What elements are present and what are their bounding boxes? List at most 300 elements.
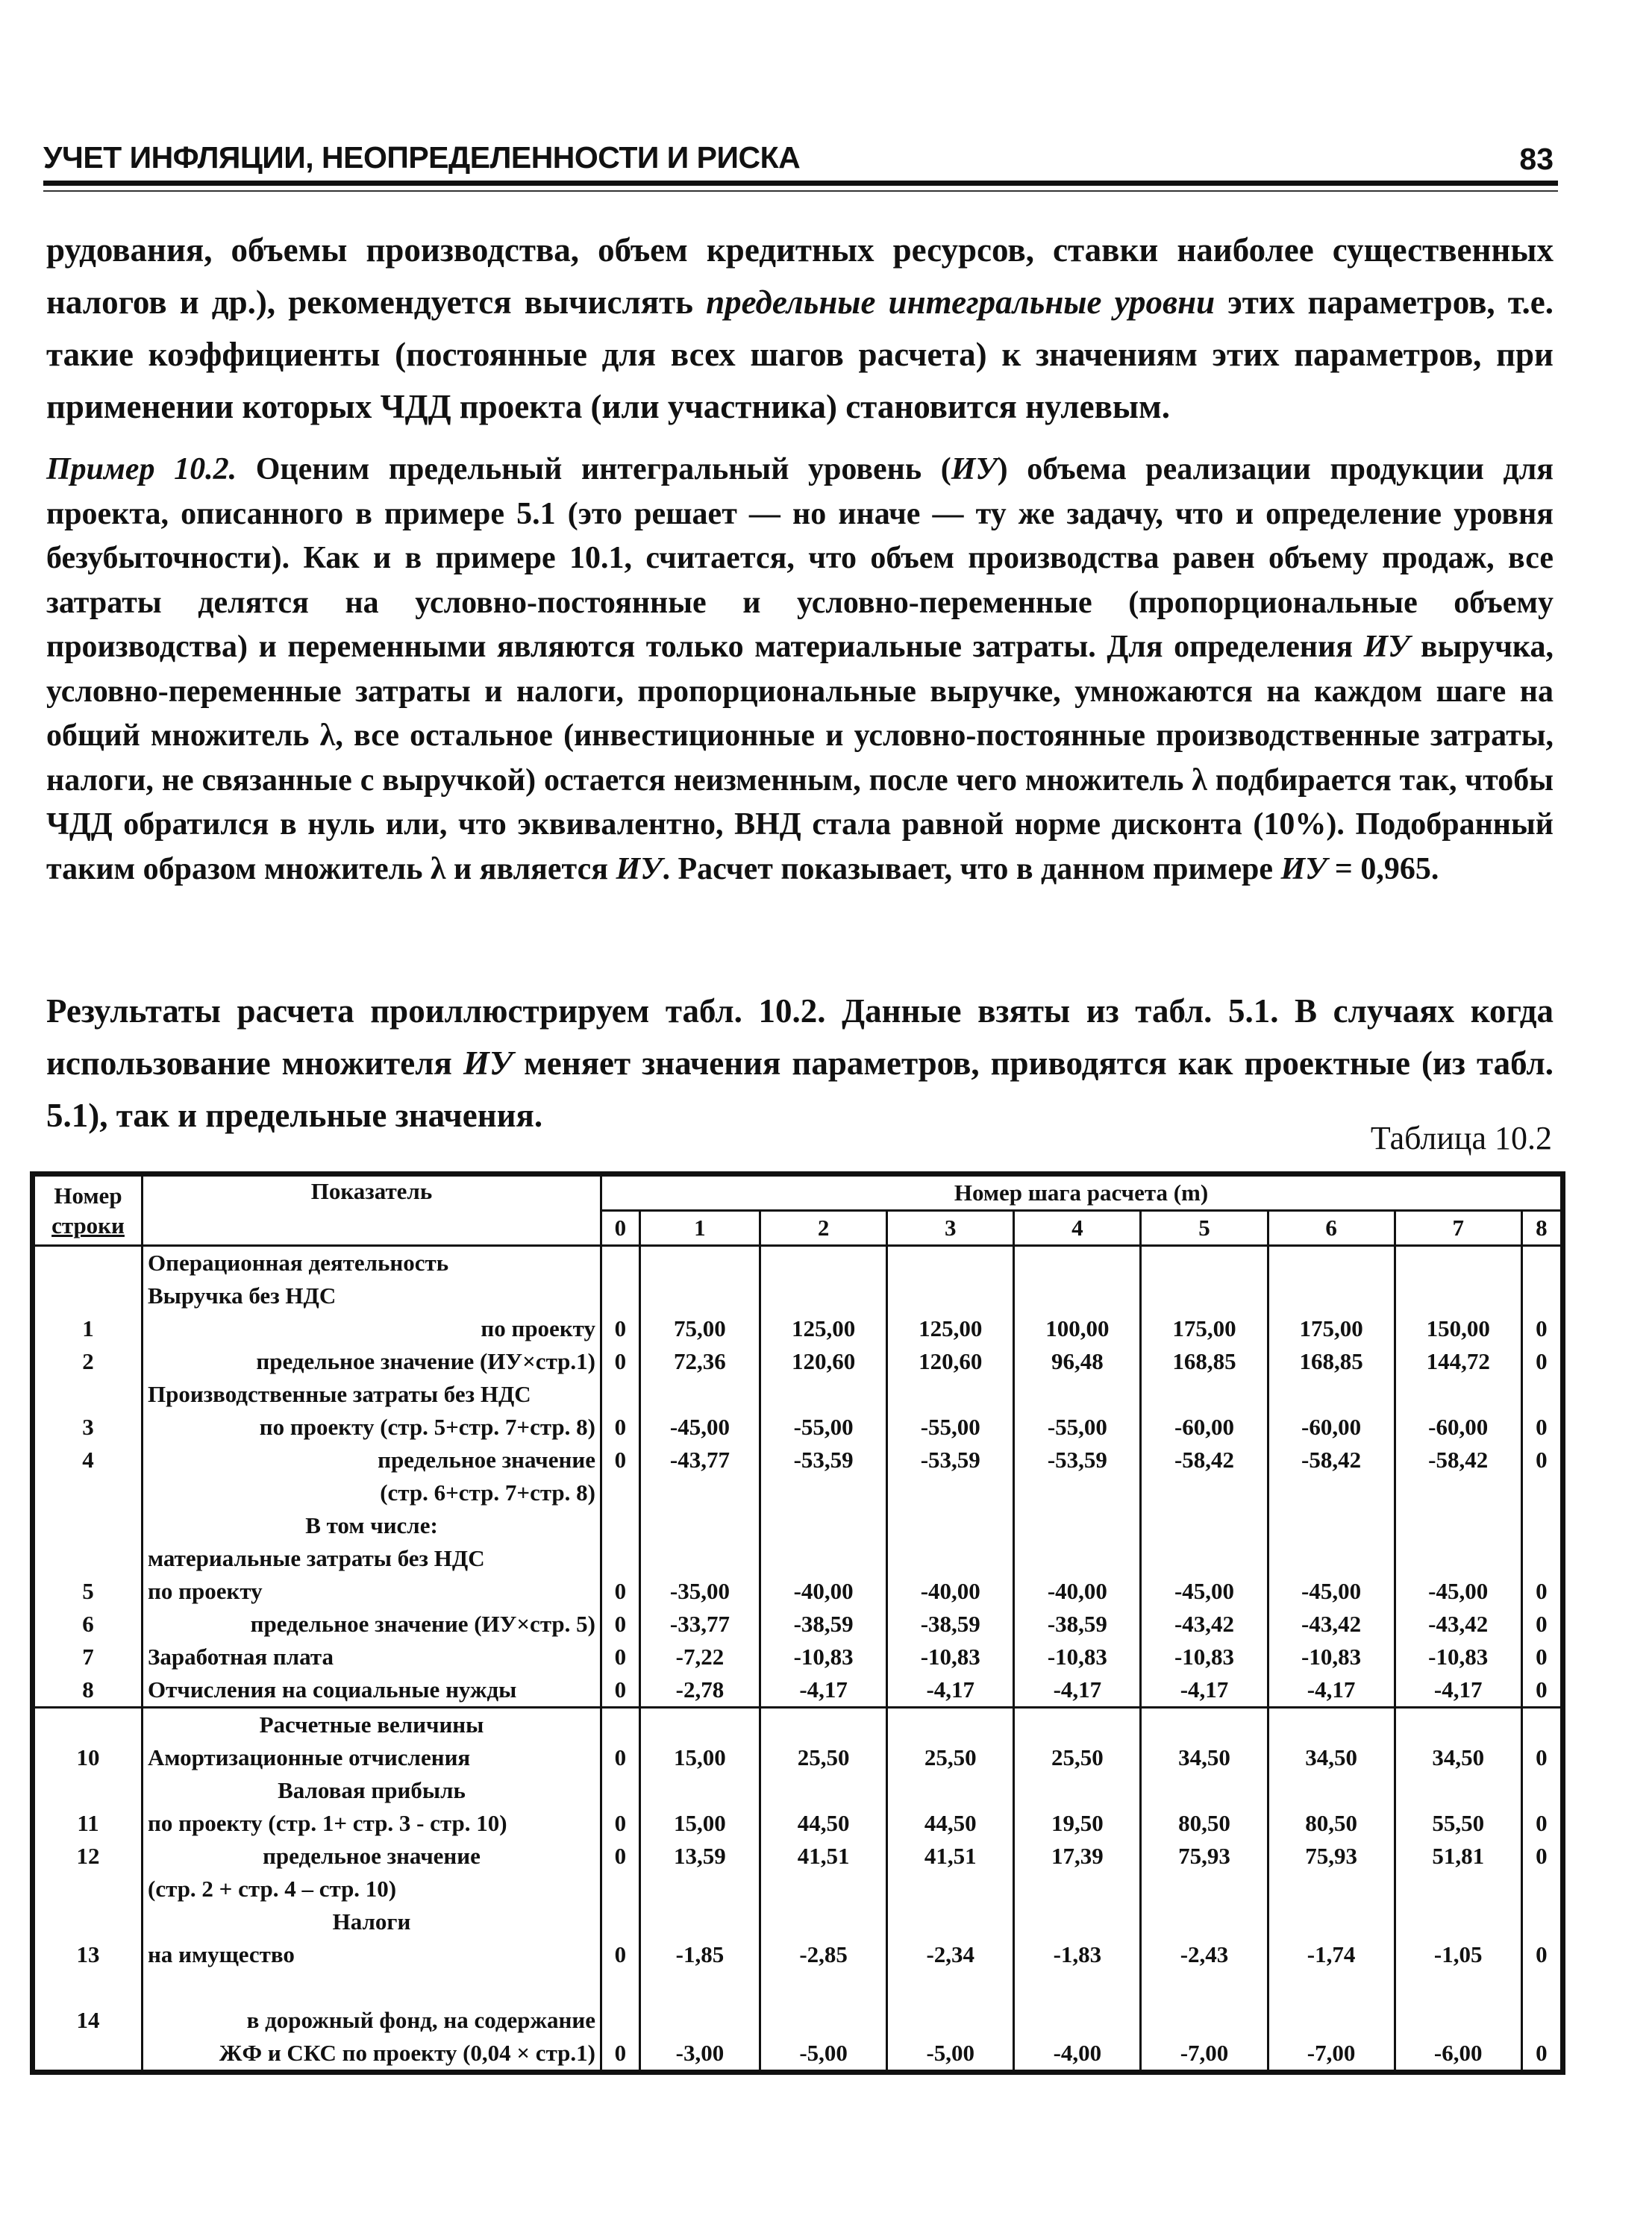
cell-step-1 (639, 1873, 760, 1905)
table-row (33, 1542, 1563, 1575)
row-label: по проекту (143, 1575, 601, 1608)
row-number: 10 (33, 1741, 143, 1774)
cell-step-0: 0 (601, 1938, 640, 1971)
cell-step-2 (760, 1280, 887, 1312)
cell-step-5: -58,42 (1141, 1444, 1268, 1476)
cell-step-7: -43,42 (1395, 1608, 1521, 1641)
cell-step-3 (887, 1873, 1014, 1905)
cell-step-6 (1268, 1542, 1395, 1575)
table-row (33, 1444, 1563, 1476)
cell-step-7 (1395, 1509, 1521, 1542)
cell-step-0 (601, 1509, 640, 1542)
cell-step-8: 0 (1521, 1840, 1562, 1873)
cell-step-7: -10,83 (1395, 1641, 1521, 1673)
cell-step-2: 41,51 (760, 1840, 887, 1873)
p3-text-b: меняет значения параметров, приводятся как проектные (из табл. 5.1), так и предельные значения. (46, 1045, 1554, 1134)
row-label: по проекту (стр. 5+стр. 7+стр. 8) (143, 1411, 601, 1444)
cell-step-4: -10,83 (1014, 1641, 1141, 1673)
cell-step-0: 0 (601, 1807, 640, 1840)
table-row (33, 1938, 1563, 1971)
header-row-number-line1: Номер (54, 1182, 122, 1209)
cell-step-2 (760, 1873, 887, 1905)
cell-step-4: 17,39 (1014, 1840, 1141, 1873)
cell-step-7 (1395, 1542, 1521, 1575)
cell-step-2: -53,59 (760, 1444, 887, 1476)
row-number: 14 (33, 2004, 143, 2037)
header-step-0: 0 (601, 1211, 640, 1246)
header-step-6: 6 (1268, 1211, 1395, 1246)
cell-step-6: -43,42 (1268, 1608, 1395, 1641)
row-number (33, 1378, 143, 1411)
cell-step-2: -5,00 (760, 2037, 887, 2073)
cell-step-8: 0 (1521, 1673, 1562, 1708)
cell-step-8 (1521, 1509, 1562, 1542)
cell-step-8: 0 (1521, 1641, 1562, 1673)
cell-step-6 (1268, 1905, 1395, 1938)
row-number (33, 1246, 143, 1280)
cell-step-4: 96,48 (1014, 1345, 1141, 1378)
cell-step-8: 0 (1521, 1807, 1562, 1840)
cell-step-8 (1521, 1774, 1562, 1807)
table-row (33, 1905, 1563, 1938)
cell-step-2 (760, 1774, 887, 1807)
header-step-1: 1 (639, 1211, 760, 1246)
cell-step-0: 0 (601, 1673, 640, 1708)
cell-step-5 (1141, 1509, 1268, 1542)
header-indicator: Показатель (143, 1174, 601, 1246)
row-label: на имущество (143, 1938, 601, 1971)
cell-step-0: 0 (601, 1444, 640, 1476)
table-body (33, 1174, 1563, 2073)
cell-step-3: -53,59 (887, 1444, 1014, 1476)
cell-step-6 (1268, 1280, 1395, 1312)
cell-step-1: -7,22 (639, 1641, 760, 1673)
cell-step-1 (639, 1971, 760, 2004)
cell-step-1 (639, 1476, 760, 1509)
cell-step-4 (1014, 1476, 1141, 1509)
cell-step-7 (1395, 1971, 1521, 2004)
cell-step-8 (1521, 1708, 1562, 1742)
cell-step-5 (1141, 1246, 1268, 1280)
cell-step-4: -55,00 (1014, 1411, 1141, 1444)
cell-step-7: 150,00 (1395, 1312, 1521, 1345)
row-label: (стр. 2 + стр. 4 – стр. 10) (143, 1873, 601, 1905)
p2-text-c: выручка, условно-переменные затраты и налоги, пропорциональные выручке, умножаются на каждом шаге на общий множитель λ, все остальное (инвестиционные и условно-постоянные производственные затраты, налоги, не связанные с выручкой) остается неизменным, после чего множитель λ подбирается так, чтобы ЧДД обратился в нуль или, что эквивалентно, ВНД стала равной норме дисконта (10%). Подобранный таким образом множитель λ и является (46, 630, 1554, 886)
cell-step-7: -4,17 (1395, 1673, 1521, 1708)
cell-step-1: 15,00 (639, 1741, 760, 1774)
row-label: Выручка без НДС (143, 1280, 601, 1312)
cell-step-1 (639, 1905, 760, 1938)
row-label: в дорожный фонд, на содержание (143, 2004, 601, 2037)
cell-step-7: -60,00 (1395, 1411, 1521, 1444)
cell-step-5: -60,00 (1141, 1411, 1268, 1444)
row-label: Амортизационные отчисления (143, 1741, 601, 1774)
cell-step-1 (639, 1542, 760, 1575)
p2-iu-1: ИУ (951, 452, 998, 486)
cell-step-8: 0 (1521, 1938, 1562, 1971)
cell-step-8: 0 (1521, 1608, 1562, 1641)
table-caption: Таблица 10.2 (1370, 1120, 1552, 1156)
row-label: по проекту (стр. 1+ стр. 3 - стр. 10) (143, 1807, 601, 1840)
cell-step-5: -7,00 (1141, 2037, 1268, 2073)
p2-text-a: Оценим предельный интегральный уровень ( (237, 452, 951, 486)
cell-step-1: -1,85 (639, 1938, 760, 1971)
row-label: материальные затраты без НДС (143, 1542, 601, 1575)
cell-step-6 (1268, 1708, 1395, 1742)
cell-step-7: -6,00 (1395, 2037, 1521, 2073)
table-row (33, 1312, 1563, 1345)
row-label (143, 1971, 601, 2004)
cell-step-7: 55,50 (1395, 1807, 1521, 1840)
header-step-3: 3 (887, 1211, 1014, 1246)
page-number: 83 (1519, 142, 1554, 176)
p2-iu-2: ИУ (1363, 630, 1410, 664)
cell-step-1: -2,78 (639, 1673, 760, 1708)
header-step-2: 2 (760, 1211, 887, 1246)
cell-step-1 (639, 1280, 760, 1312)
cell-step-3 (887, 1542, 1014, 1575)
cell-step-1 (639, 1509, 760, 1542)
table-row (33, 1673, 1563, 1708)
cell-step-8 (1521, 1971, 1562, 2004)
row-label: предельное значение (143, 1840, 601, 1873)
table-header-row-1 (33, 1174, 1563, 1211)
cell-step-1: -3,00 (639, 2037, 760, 2073)
running-header (43, 140, 1558, 185)
table-row (33, 1774, 1563, 1807)
cell-step-2 (760, 1476, 887, 1509)
paragraph-3 (46, 985, 1554, 1141)
cell-step-3: -40,00 (887, 1575, 1014, 1608)
cell-step-3 (887, 2004, 1014, 2037)
row-number: 7 (33, 1641, 143, 1673)
cell-step-7: 34,50 (1395, 1741, 1521, 1774)
row-number: 12 (33, 1840, 143, 1873)
cell-step-6 (1268, 1246, 1395, 1280)
cell-step-7 (1395, 1280, 1521, 1312)
cell-step-5 (1141, 2004, 1268, 2037)
row-number (33, 1542, 143, 1575)
cell-step-4 (1014, 1774, 1141, 1807)
cell-step-6: 168,85 (1268, 1345, 1395, 1378)
cell-step-3: -5,00 (887, 2037, 1014, 2073)
row-number: 8 (33, 1673, 143, 1708)
cell-step-5: 34,50 (1141, 1741, 1268, 1774)
row-label: ЖФ и СКС по проекту (0,04 × стр.1) (143, 2037, 601, 2073)
row-number (33, 1873, 143, 1905)
cell-step-5: 175,00 (1141, 1312, 1268, 1345)
table-row (33, 2004, 1563, 2037)
cell-step-8 (1521, 1476, 1562, 1509)
cell-step-6: -7,00 (1268, 2037, 1395, 2073)
cell-step-8: 0 (1521, 2037, 1562, 2073)
cell-step-2: -55,00 (760, 1411, 887, 1444)
cell-step-4 (1014, 1971, 1141, 2004)
cell-step-4: -4,17 (1014, 1673, 1141, 1708)
cell-step-8 (1521, 2004, 1562, 2037)
cell-step-6 (1268, 1971, 1395, 2004)
cell-step-6: 80,50 (1268, 1807, 1395, 1840)
row-label: Производственные затраты без НДС (143, 1378, 601, 1411)
row-label: предельное значение (ИУ×стр. 5) (143, 1608, 601, 1641)
cell-step-0: 0 (601, 1312, 640, 1345)
row-number (33, 1971, 143, 2004)
p2-text-b: ) объема реализации продукции для проекта, описанного в примере 5.1 (это решает — но иначе — ту же задачу, что и определение уровня безубыточности). Как и в примере 10.1, считается, что объем производства равен объему продаж, все затраты делятся на условно-постоянные и условно-переменные (пропорциональные объему производства) и переменными являются только материальные затраты. Для определения (46, 452, 1554, 664)
cell-step-6: -1,74 (1268, 1938, 1395, 1971)
cell-step-7: 51,81 (1395, 1840, 1521, 1873)
paragraph-1 (46, 224, 1554, 433)
cell-step-1: -35,00 (639, 1575, 760, 1608)
cell-step-8: 0 (1521, 1575, 1562, 1608)
row-label: Отчисления на социальные нужды (143, 1673, 601, 1708)
row-label: предельное значение (ИУ×стр.1) (143, 1345, 601, 1378)
cell-step-4: -1,83 (1014, 1938, 1141, 1971)
row-number: 2 (33, 1345, 143, 1378)
row-number (33, 1476, 143, 1509)
row-number: 6 (33, 1608, 143, 1641)
cell-step-2 (760, 1246, 887, 1280)
cell-step-5 (1141, 1971, 1268, 2004)
cell-step-7 (1395, 1246, 1521, 1280)
cell-step-4: -53,59 (1014, 1444, 1141, 1476)
table-row (33, 1873, 1563, 1905)
cell-step-1 (639, 1708, 760, 1742)
row-number: 11 (33, 1807, 143, 1840)
cell-step-6 (1268, 2004, 1395, 2037)
p2-iu-3: ИУ (616, 851, 663, 886)
table-row (33, 1509, 1563, 1542)
cell-step-6: -60,00 (1268, 1411, 1395, 1444)
cell-step-6: -58,42 (1268, 1444, 1395, 1476)
row-label: (стр. 6+стр. 7+стр. 8) (143, 1476, 601, 1509)
row-label: предельное значение (143, 1444, 601, 1476)
cell-step-7 (1395, 1905, 1521, 1938)
cell-step-4 (1014, 1905, 1141, 1938)
cell-step-2 (760, 1378, 887, 1411)
cell-step-3 (887, 1476, 1014, 1509)
row-number: 5 (33, 1575, 143, 1608)
row-label: по проекту (143, 1312, 601, 1345)
cell-step-0 (601, 1246, 640, 1280)
header-rule-thick (43, 181, 1558, 186)
cell-step-7 (1395, 1774, 1521, 1807)
cell-step-2: -10,83 (760, 1641, 887, 1673)
cell-step-5: 75,93 (1141, 1840, 1268, 1873)
cell-step-0 (601, 1905, 640, 1938)
cell-step-2 (760, 2004, 887, 2037)
cell-step-1: 75,00 (639, 1312, 760, 1345)
cell-step-8 (1521, 1378, 1562, 1411)
cell-step-5 (1141, 1708, 1268, 1742)
cell-step-7: -1,05 (1395, 1938, 1521, 1971)
p3-iu: ИУ (463, 1045, 513, 1082)
row-number: 3 (33, 1411, 143, 1444)
cell-step-4: -38,59 (1014, 1608, 1141, 1641)
cell-step-3 (887, 1905, 1014, 1938)
cell-step-5: 168,85 (1141, 1345, 1268, 1378)
cell-step-4: 25,50 (1014, 1741, 1141, 1774)
row-number (33, 1509, 143, 1542)
cell-step-7 (1395, 1708, 1521, 1742)
table-row (33, 2037, 1563, 2073)
cell-step-3: 120,60 (887, 1345, 1014, 1378)
cell-step-4 (1014, 1246, 1141, 1280)
cell-step-5 (1141, 1542, 1268, 1575)
example-label: Пример 10.2. (46, 452, 237, 486)
cell-step-0 (601, 1971, 640, 2004)
cell-step-8: 0 (1521, 1312, 1562, 1345)
table-row (33, 1641, 1563, 1673)
cell-step-0: 0 (601, 1741, 640, 1774)
cell-step-0: 0 (601, 1345, 640, 1378)
cell-step-3: -2,34 (887, 1938, 1014, 1971)
cell-step-2 (760, 1971, 887, 2004)
cell-step-1: 15,00 (639, 1807, 760, 1840)
cell-step-5 (1141, 1378, 1268, 1411)
cell-step-1: 72,36 (639, 1345, 760, 1378)
cell-step-6 (1268, 1378, 1395, 1411)
table-row (33, 1476, 1563, 1509)
cell-step-4: -40,00 (1014, 1575, 1141, 1608)
cell-step-5: -43,42 (1141, 1608, 1268, 1641)
cell-step-3: 25,50 (887, 1741, 1014, 1774)
header-row-number-line2: строки (51, 1212, 125, 1238)
cell-step-0 (601, 1280, 640, 1312)
header-step-7: 7 (1395, 1211, 1521, 1246)
cell-step-5 (1141, 1280, 1268, 1312)
row-number (33, 2037, 143, 2073)
cell-step-4: 100,00 (1014, 1312, 1141, 1345)
header-step-4: 4 (1014, 1211, 1141, 1246)
cell-step-0: 0 (601, 1411, 640, 1444)
cell-step-6: 175,00 (1268, 1312, 1395, 1345)
p2-iu-4: ИУ (1280, 851, 1327, 886)
cell-step-8 (1521, 1873, 1562, 1905)
header-steps: Номер шага расчета (m) (601, 1174, 1563, 1211)
table-row (33, 1411, 1563, 1444)
row-number: 4 (33, 1444, 143, 1476)
cell-step-1: -45,00 (639, 1411, 760, 1444)
cell-step-6: -45,00 (1268, 1575, 1395, 1608)
cell-step-8: 0 (1521, 1741, 1562, 1774)
row-number: 13 (33, 1938, 143, 1971)
cell-step-8 (1521, 1280, 1562, 1312)
row-number (33, 1708, 143, 1742)
cell-step-8 (1521, 1905, 1562, 1938)
row-number (33, 1774, 143, 1807)
cell-step-3: -55,00 (887, 1411, 1014, 1444)
row-label: Налоги (143, 1905, 601, 1938)
cell-step-7: -58,42 (1395, 1444, 1521, 1476)
cell-step-3: -4,17 (887, 1673, 1014, 1708)
header-step-5: 5 (1141, 1211, 1268, 1246)
cell-step-8: 0 (1521, 1444, 1562, 1476)
example-paragraph (46, 448, 1554, 892)
cell-step-2: 25,50 (760, 1741, 887, 1774)
cell-step-2: 44,50 (760, 1807, 887, 1840)
cell-step-5: -2,43 (1141, 1938, 1268, 1971)
cell-step-3 (887, 1708, 1014, 1742)
cell-step-3 (887, 1280, 1014, 1312)
cell-step-0 (601, 1378, 640, 1411)
cell-step-3: 44,50 (887, 1807, 1014, 1840)
cell-step-1 (639, 1246, 760, 1280)
cell-step-6: 75,93 (1268, 1840, 1395, 1873)
cell-step-2: 120,60 (760, 1345, 887, 1378)
table-row (33, 1608, 1563, 1641)
cell-step-0: 0 (601, 1575, 640, 1608)
cell-step-6 (1268, 1774, 1395, 1807)
header-row-number (33, 1174, 143, 1246)
cell-step-8: 0 (1521, 1411, 1562, 1444)
table-row (33, 1575, 1563, 1608)
cell-step-1 (639, 1774, 760, 1807)
cell-step-6 (1268, 1509, 1395, 1542)
cell-step-4 (1014, 1378, 1141, 1411)
cell-step-3 (887, 1509, 1014, 1542)
cell-step-3: 125,00 (887, 1312, 1014, 1345)
cell-step-3: -38,59 (887, 1608, 1014, 1641)
cell-step-1: -33,77 (639, 1608, 760, 1641)
p1-text-a: рудования, объемы производства, объем кредитных ресурсов, ставки наиболее существенных налогов и др.), рекомендуется вычислять (46, 231, 1554, 321)
row-label: Расчетные величины (143, 1708, 601, 1742)
cell-step-4: -4,00 (1014, 2037, 1141, 2073)
cell-step-2: -38,59 (760, 1608, 887, 1641)
chapter-title: УЧЕТ ИНФЛЯЦИИ, НЕОПРЕДЕЛЕННОСТИ И РИСКА (43, 140, 801, 175)
cell-step-5: -4,17 (1141, 1673, 1268, 1708)
table-row (33, 1971, 1563, 2004)
cell-step-2 (760, 1542, 887, 1575)
cell-step-5 (1141, 1905, 1268, 1938)
row-number (33, 1280, 143, 1312)
cell-step-8: 0 (1521, 1345, 1562, 1378)
data-table (30, 1171, 1565, 2075)
cell-step-8 (1521, 1542, 1562, 1575)
cell-step-1: 13,59 (639, 1840, 760, 1873)
cell-step-6: 34,50 (1268, 1741, 1395, 1774)
p2-text-e: = 0,965. (1327, 851, 1439, 886)
header-rule-thin (43, 190, 1558, 192)
row-label: Операционная деятельность (143, 1246, 601, 1280)
cell-step-7: 144,72 (1395, 1345, 1521, 1378)
cell-step-1 (639, 1378, 760, 1411)
cell-step-5 (1141, 1774, 1268, 1807)
cell-step-0 (601, 1476, 640, 1509)
cell-step-7 (1395, 1476, 1521, 1509)
cell-step-1 (639, 2004, 760, 2037)
cell-step-0 (601, 1542, 640, 1575)
cell-step-2: 125,00 (760, 1312, 887, 1345)
cell-step-0 (601, 1708, 640, 1742)
row-label: Валовая прибыль (143, 1774, 601, 1807)
cell-step-0: 0 (601, 1641, 640, 1673)
cell-step-4 (1014, 1873, 1141, 1905)
cell-step-4 (1014, 2004, 1141, 2037)
cell-step-8 (1521, 1246, 1562, 1280)
cell-step-6 (1268, 1873, 1395, 1905)
cell-step-4: 19,50 (1014, 1807, 1141, 1840)
cell-step-5: -45,00 (1141, 1575, 1268, 1608)
cell-step-6 (1268, 1476, 1395, 1509)
cell-step-7 (1395, 2004, 1521, 2037)
cell-step-4 (1014, 1708, 1141, 1742)
cell-step-2: -40,00 (760, 1575, 887, 1608)
cell-step-3: -10,83 (887, 1641, 1014, 1673)
table-row (33, 1840, 1563, 1873)
cell-step-7 (1395, 1873, 1521, 1905)
cell-step-2 (760, 1509, 887, 1542)
cell-step-7 (1395, 1378, 1521, 1411)
